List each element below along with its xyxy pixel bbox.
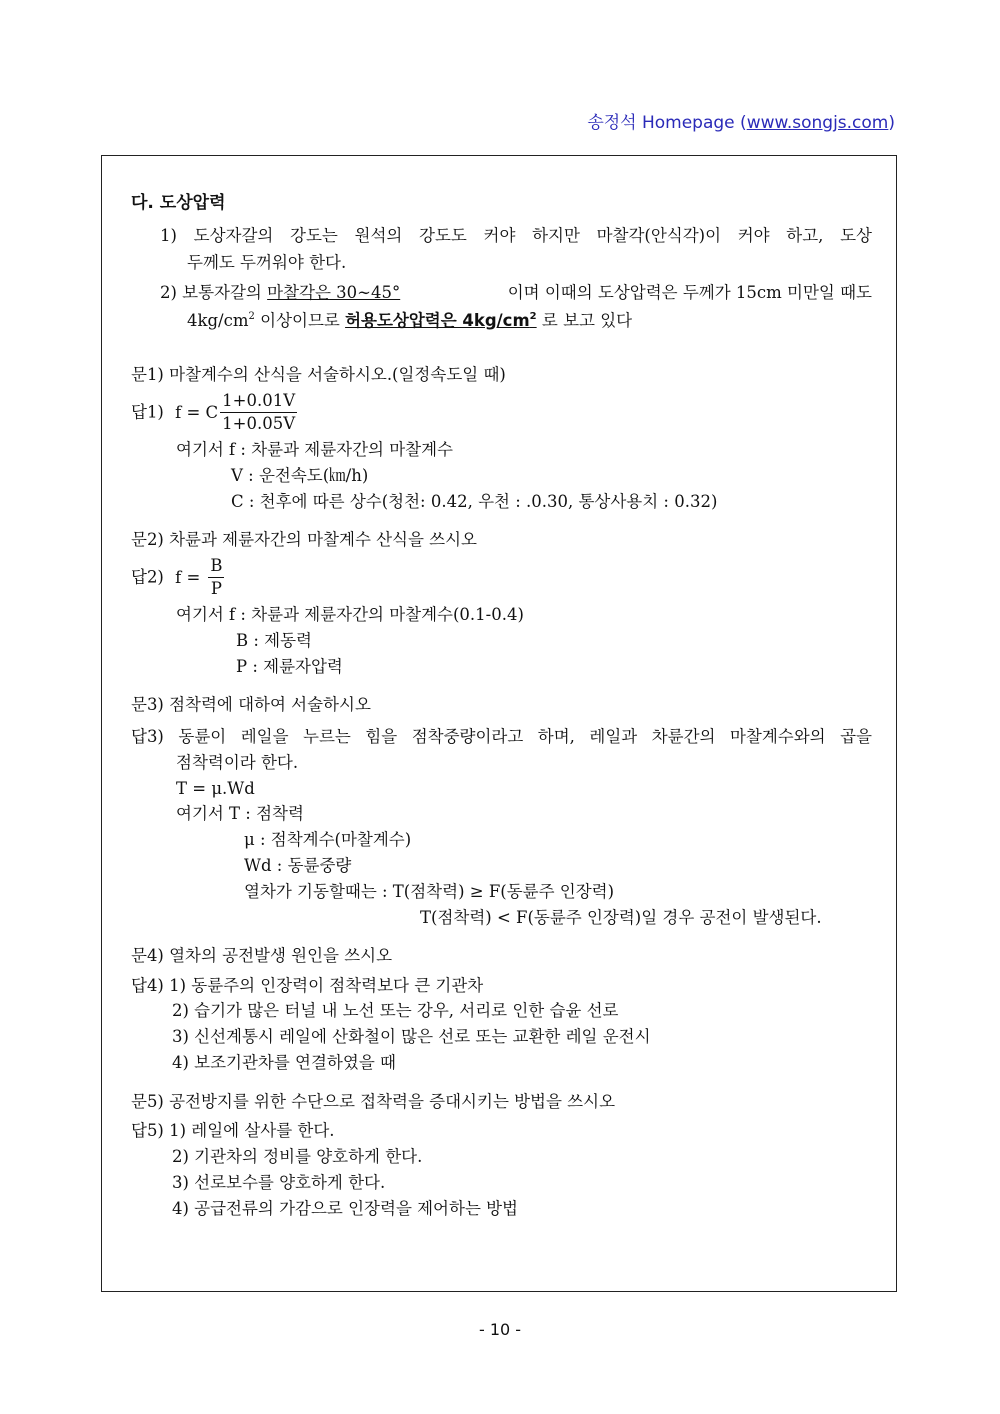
pressure-value: 4kg/cm bbox=[187, 311, 249, 330]
q1-where-c: C : 천후에 따른 상수(청천: 0.42, 우천 : .0.30, 통상사용치 : 0.32) bbox=[231, 492, 718, 511]
friction-angle-text: 마찰각은 30∼45° bbox=[267, 283, 401, 302]
q3-answer-line1: 답3) 동륜이 레일을 누르는 힘을 점착중량이라고 하며, 레일과 차륜간의 마찰계수와의 곱을 bbox=[131, 727, 872, 746]
homepage-link[interactable]: www.songjs.com bbox=[746, 113, 889, 133]
q1-question: 문1) 마찰계수의 산식을 서술하시오.(일정속도일 때) bbox=[131, 365, 506, 384]
q2-fraction bbox=[208, 556, 224, 599]
intro-p2-line1 bbox=[160, 282, 872, 304]
q3-question: 문3) 점착력에 대하여 서술하시오 bbox=[131, 695, 371, 714]
q5-item: 4) 공급전류의 가감으로 인장력을 제어하는 방법 bbox=[172, 1199, 519, 1218]
page-number: - 10 - bbox=[478, 1320, 522, 1339]
q2-ans-lhs: f = bbox=[175, 567, 201, 587]
q2-where-f: 여기서 f : 차륜과 제륜자간의 마찰계수(0.1-0.4) bbox=[176, 605, 524, 624]
q2-question: 문2) 차륜과 제륜자간의 마찰계수 산식을 쓰시오 bbox=[131, 530, 478, 549]
page-header bbox=[587, 108, 895, 133]
q3-where-wd: Wd : 동륜중량 bbox=[244, 856, 352, 875]
header-suffix: ) bbox=[888, 113, 895, 133]
intro-p2-b: 이며 이때의 도상압력은 두께가 15cm 미만일 때도 bbox=[507, 283, 872, 302]
q5-item: 답5) 1) 레일에 살사를 한다. bbox=[131, 1121, 335, 1140]
q1-where-v: V : 운전속도(㎞/h) bbox=[231, 466, 369, 485]
section-title: 다. 도상압력 bbox=[131, 193, 226, 213]
q3-condition-2: T(점착력) < F(동륜주 인장력)일 경우 공전이 발생된다. bbox=[420, 908, 822, 927]
intro-p2-line2 bbox=[187, 310, 632, 332]
intro-p2-c3: 로 보고 있다 bbox=[536, 311, 633, 330]
q2-frac-num: B bbox=[208, 556, 224, 578]
q1-fraction bbox=[220, 391, 297, 434]
q1-frac-den: 1+0.05V bbox=[222, 414, 296, 433]
q3-formula: T = μ.Wd bbox=[176, 779, 255, 798]
header-prefix: 송정석 Homepage ( bbox=[587, 113, 747, 133]
q2-frac-den: P bbox=[210, 579, 222, 598]
q1-ans-lhs: f = C bbox=[175, 402, 219, 422]
q2-ans-label: 답2) bbox=[131, 567, 164, 587]
allowable-pressure-text: 허용도상압력은 $4kg/cm^2$ bbox=[345, 311, 537, 330]
q4-question: 문4) 열차의 공전발생 원인을 쓰시오 bbox=[131, 946, 393, 965]
q5-item: 2) 기관차의 정비를 양호하게 한다. bbox=[172, 1147, 423, 1166]
q4-item: 답4) 1) 동륜주의 인장력이 점착력보다 큰 기관차 bbox=[131, 976, 484, 995]
intro-p1-line1: 1) 도상자갈의 강도는 원석의 강도도 커야 하지만 마찰각(안식각)이 커야 하고, 도상 bbox=[160, 226, 872, 245]
q2-where-b: B : 제동력 bbox=[236, 631, 312, 650]
pressure-sup: 2 bbox=[248, 311, 255, 322]
q1-frac-num: 1+0.01V bbox=[220, 391, 297, 413]
q1-ans-label: 답1) bbox=[131, 402, 164, 422]
intro-p1-line2: 두께도 두꺼워야 한다. bbox=[187, 253, 347, 272]
q1-answer-formula bbox=[131, 391, 297, 434]
intro-p2-c2: 이상이므로 bbox=[254, 311, 346, 330]
q1-where-f: 여기서 f : 차륜과 제륜자간의 마찰계수 bbox=[176, 440, 453, 459]
q3-where-t: 여기서 T : 점착력 bbox=[176, 804, 304, 823]
q3-condition-1: 열차가 기동할때는 : T(점착력) ≥ F(동륜주 인장력) bbox=[244, 882, 615, 901]
q4-item: 3) 신선계통시 레일에 산화철이 많은 선로 또는 교환한 레일 운전시 bbox=[172, 1027, 651, 1046]
q5-question: 문5) 공전방지를 위한 수단으로 접착력을 증대시키는 방법을 쓰시오 bbox=[131, 1092, 616, 1111]
q4-item: 4) 보조기관차를 연결하였을 때 bbox=[172, 1053, 396, 1072]
q3-where-mu: μ : 점착계수(마찰계수) bbox=[244, 830, 412, 849]
q4-item: 2) 습기가 많은 터널 내 노선 또는 강우, 서리로 인한 습윤 선로 bbox=[172, 1001, 619, 1020]
q2-where-p: P : 제륜자압력 bbox=[236, 657, 343, 676]
intro-p2-a: 2) 보통자갈의 bbox=[160, 283, 268, 302]
q3-answer-line2: 점착력이라 한다. bbox=[176, 753, 299, 772]
q2-answer-formula bbox=[131, 556, 224, 599]
q5-item: 3) 선로보수를 양호하게 한다. bbox=[172, 1173, 386, 1192]
